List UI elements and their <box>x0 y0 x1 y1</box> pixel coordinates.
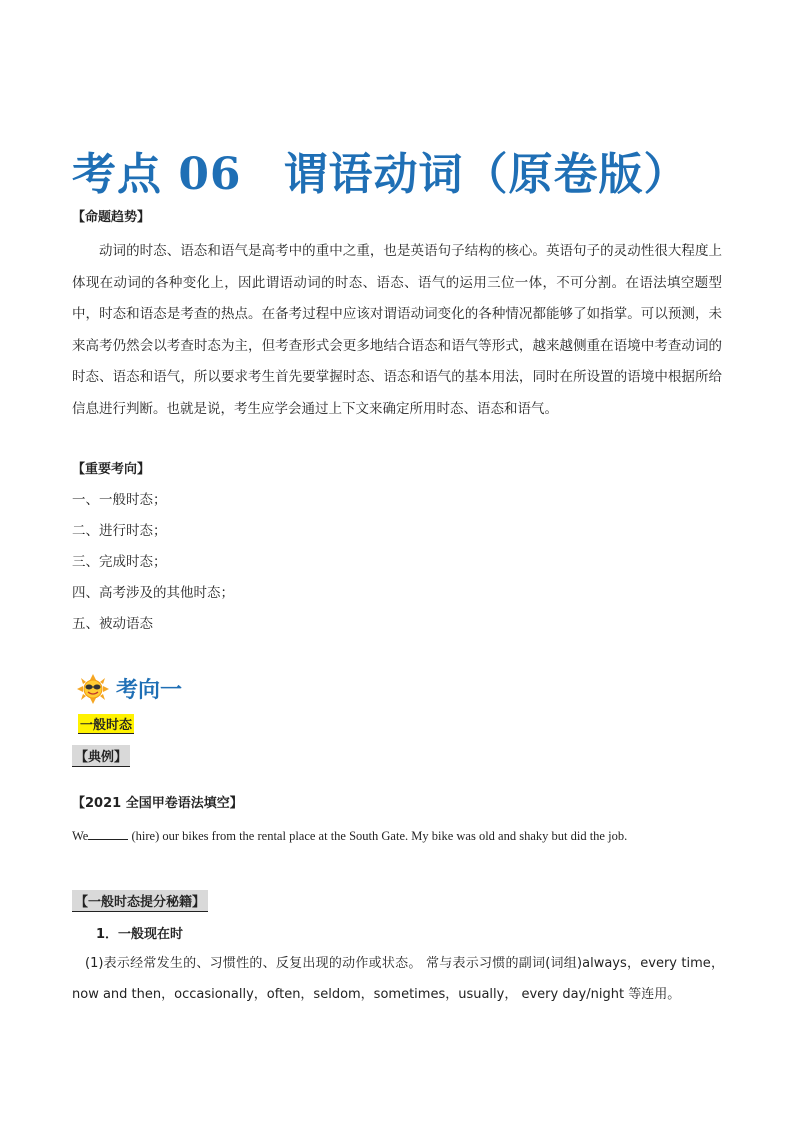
tips-paragraph: (1)表示经常发生的、习惯性的、反复出现的动作或状态。 常与表示习惯的副词(词组)always，every time，now and then，occasionally，often，seldom，sometimes，usually， every day/night 等连用。 <box>72 956 724 1002</box>
question-start: We <box>72 829 89 843</box>
direction-item: 一、一般时态； <box>72 492 167 508</box>
question-end: (hire) our bikes from the rental place at the South Gate. My bike was old and shaky but did the job. <box>128 829 628 843</box>
section-title: 考向一 <box>116 677 183 703</box>
directions-label: 【重要考向】 <box>72 462 151 477</box>
title-main: 谓语动词（原卷版） <box>283 149 689 200</box>
tips-label: 【一般时态提分秘籍】 <box>72 890 208 912</box>
page-title <box>72 138 772 202</box>
trend-paragraph: 动词的时态、语态和语气是高考中的重中之重，也是英语句子结构的核心。英语句子的灵动性很大程度上体现在动词的各种变化上，因此谓语动词的时态、语态、语气的运用三位一体，不可分割。在语法填空题型中，时态和语态是考查的热点。在备考过程中应该对谓语动词变化的各种情况都能够了如指掌。可以预测，未来高考仍然会以考查时态为主，但考查形式会更多地结合语态和语气等形式，越来越侧重在语境中考查动词的时态、语态和语气，所以要求考生首先要掌握时态、语态和语气的基本用法，同时在所设置的语境中根据所给信息进行判断。也就是说，考生应学会通过上下文来确定所用时态、语态和语气。 <box>72 243 722 417</box>
topic-highlight: 一般时态 <box>78 714 134 734</box>
example-label: 【典例】 <box>72 745 130 767</box>
answer-blank[interactable] <box>88 839 128 840</box>
direction-item: 三、完成时态； <box>72 554 167 570</box>
direction-item: 五、被动语态 <box>72 616 153 632</box>
sun-with-sunglasses-icon <box>74 674 112 704</box>
trend-label: 【命题趋势】 <box>72 210 151 225</box>
direction-item: 四、高考涉及的其他时态； <box>72 585 234 601</box>
section-heading <box>74 673 182 704</box>
subheading: 1．一般现在时 <box>96 927 184 942</box>
example-question <box>72 829 627 844</box>
example-source: 【2021 全国甲卷语法填空】 <box>72 796 243 811</box>
direction-item: 二、进行时态； <box>72 523 167 539</box>
title-prefix: 考点 06 <box>72 149 242 200</box>
